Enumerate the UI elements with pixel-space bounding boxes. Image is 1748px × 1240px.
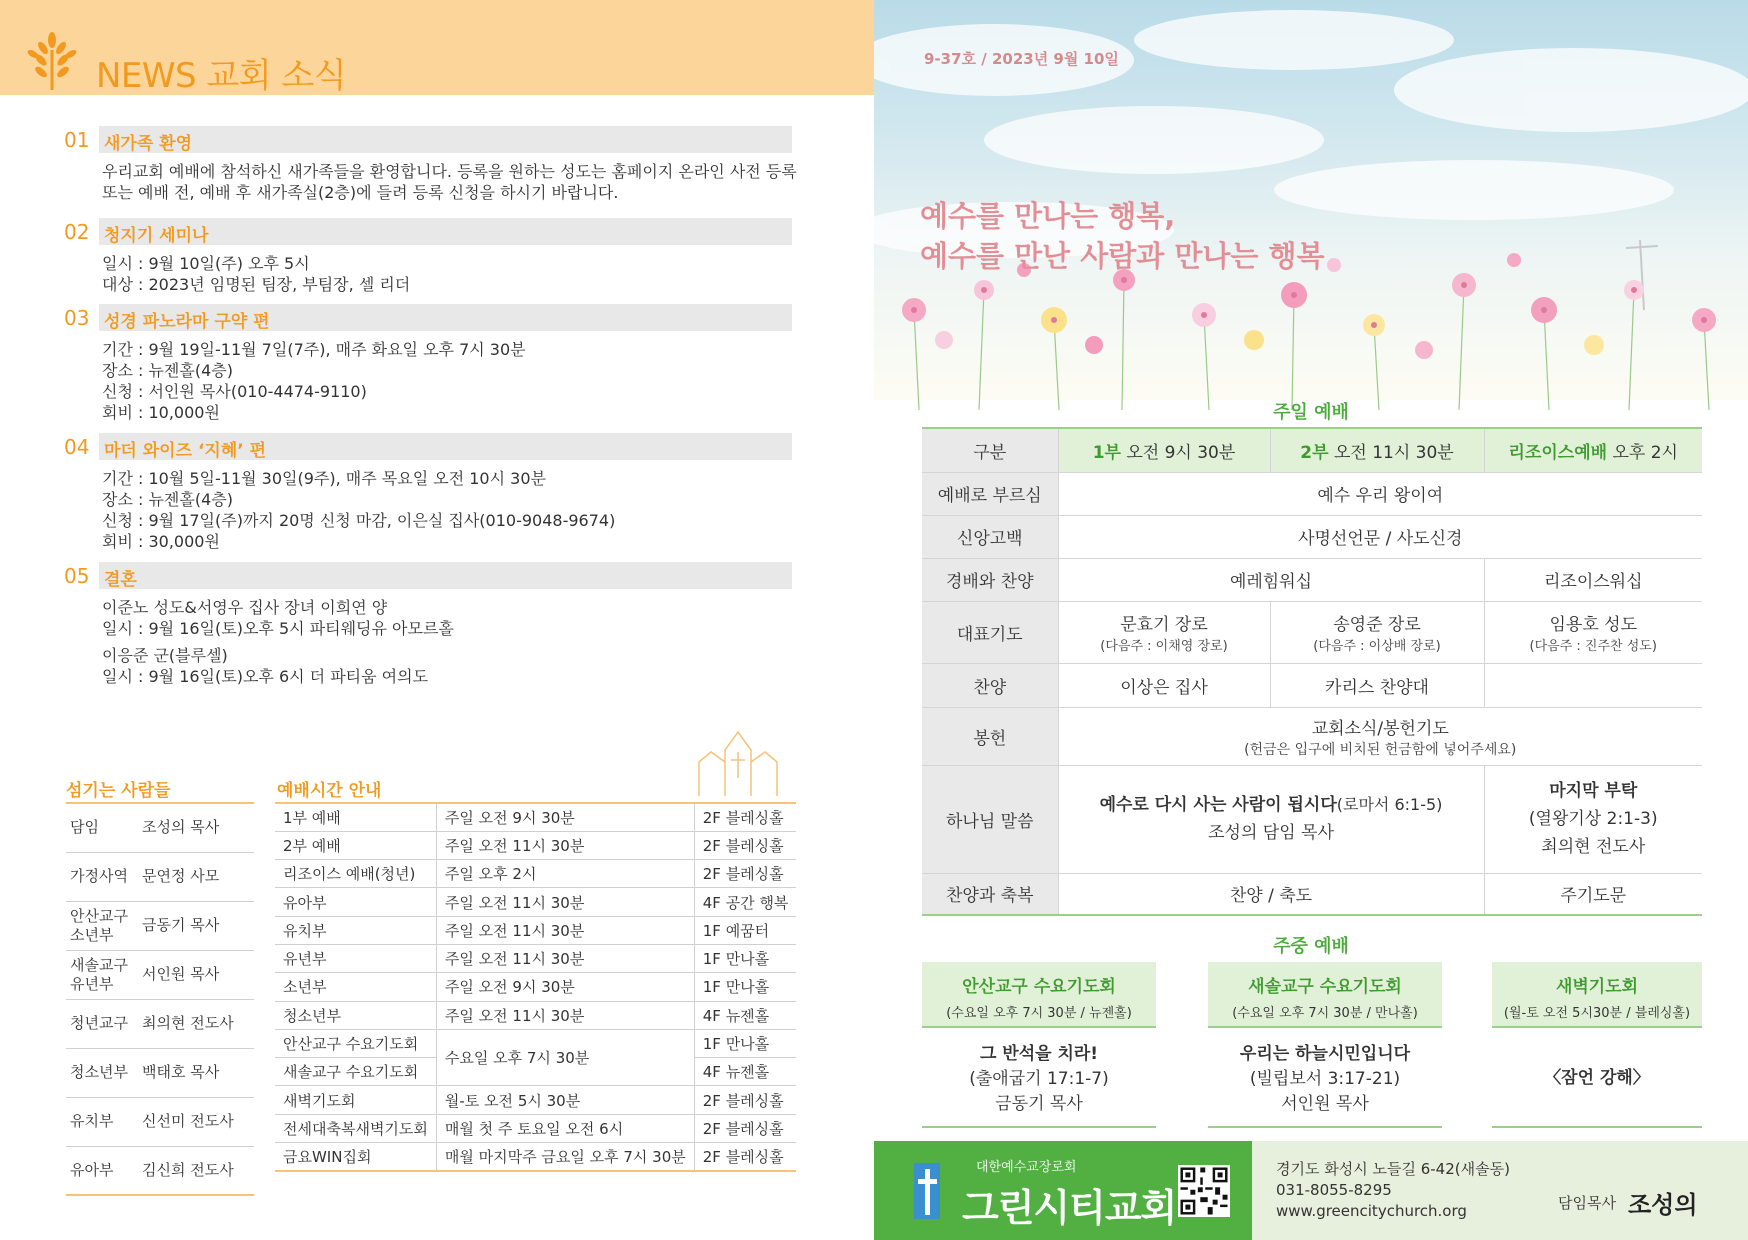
news-line: 기간 : 10월 5일-11월 30일(9주), 매주 목요일 오전 10시 30분 <box>102 469 546 488</box>
table-row <box>66 999 254 1048</box>
table-row <box>275 831 796 859</box>
table-row <box>66 852 254 901</box>
service-name: 소년부 <box>275 973 436 1001</box>
row-label: 예배로 부르심 <box>922 472 1058 515</box>
row-value: 주기도문 <box>1484 873 1702 915</box>
news-item-seminar <box>64 218 792 295</box>
service-name: 리조이스 예배(청년) <box>275 860 436 888</box>
offering-value <box>1058 707 1702 765</box>
prayer-1 <box>1058 601 1270 663</box>
service-place: 1F 만나홀 <box>694 944 796 972</box>
service-tag: 1부 <box>1092 442 1121 463</box>
name-cell: 김신희 전도사 <box>138 1146 254 1195</box>
table-row <box>66 803 254 852</box>
service-3-header <box>1484 428 1702 472</box>
prayer-name: 송영준 장로 <box>1333 615 1421 635</box>
row-value-empty <box>1484 663 1702 707</box>
table-row <box>66 901 254 950</box>
news-header <box>64 304 792 332</box>
midweek-name: 새벽기도회 <box>1555 977 1639 997</box>
service-tag: 리조이스예배 <box>1508 442 1608 463</box>
row-value: 카리스 찬양대 <box>1270 663 1484 707</box>
table-row <box>922 601 1702 663</box>
service-time: 수요일 오후 7시 30분 <box>436 1029 694 1086</box>
service-time: 매월 마지막주 금요일 오후 7시 30분 <box>436 1143 694 1171</box>
sermon-ref: (로마서 6:1-5) <box>1336 795 1443 814</box>
midweek-speaker: 금동기 목사 <box>995 1094 1083 1114</box>
row-label: 신앙고백 <box>922 515 1058 558</box>
issue-date: 9-37호 / 2023년 9월 10일 <box>924 50 1119 68</box>
address: 경기도 화성시 노들길 6-42(새솔동) <box>1276 1160 1510 1178</box>
service-time: 주일 오전 9시 30분 <box>436 803 694 831</box>
prayer-name: 임용호 성도 <box>1549 615 1637 635</box>
website-link[interactable]: www.greencitychurch.org <box>1276 1202 1467 1220</box>
sermon-ref: (열왕기상 2:1-3) <box>1528 809 1658 829</box>
sermon-rejoice <box>1484 765 1702 873</box>
service-place: 4F 뉴젠홀 <box>694 1058 796 1086</box>
church-logo-block <box>874 1141 1252 1240</box>
service-place: 4F 뉴젠홀 <box>694 1001 796 1029</box>
service-name: 새벽기도회 <box>275 1086 436 1114</box>
table-row <box>922 663 1702 707</box>
sermon-title: 예수로 다시 사는 사람이 됩시다 <box>1099 795 1337 815</box>
prayer-next: (다음주 : 이상배 장로) <box>1313 639 1441 654</box>
service-time: 주일 오전 11시 30분 <box>436 1001 694 1029</box>
row-value: 예수 우리 왕이여 <box>1058 472 1702 515</box>
table-row <box>275 1086 796 1114</box>
name-cell: 조성의 목사 <box>138 803 254 852</box>
tagline-line: 예수를 만나는 행복, <box>920 199 1176 233</box>
service-name: 유년부 <box>275 944 436 972</box>
service-name: 청소년부 <box>275 1001 436 1029</box>
news-number: 02 <box>64 220 90 244</box>
name-cell: 신선미 전도사 <box>138 1097 254 1146</box>
service-time: 주일 오전 11시 30분 <box>436 831 694 859</box>
midweek-name: 새솔교구 수요기도회 <box>1248 977 1402 997</box>
midweek-box-dawn <box>1492 962 1702 1091</box>
prayer-name: 문효기 장로 <box>1120 615 1208 635</box>
news-line: 일시 : 9월 10일(주) 오후 5시 <box>102 254 310 273</box>
worship-rows <box>922 428 1702 915</box>
midweek-sermon-title: 〈잠언 강해〉 <box>1544 1068 1650 1088</box>
sermon-speaker: 최의현 전도사 <box>1541 837 1646 857</box>
news-line: 회비 : 30,000원 <box>102 532 220 551</box>
table-row <box>66 1146 254 1195</box>
church-name: 그린시티교회 <box>962 1186 1177 1230</box>
midweek-sermon-ref: (빌립보서 3:17-21) <box>1249 1069 1401 1089</box>
service-name: 새솔교구 수요기도회 <box>275 1058 436 1086</box>
service-2-header <box>1270 428 1484 472</box>
midweek-header <box>922 962 1156 1028</box>
table-row <box>66 950 254 999</box>
service-name: 유아부 <box>275 888 436 916</box>
midweek-sermon-ref: (출애굽기 17:1-7) <box>969 1069 1109 1089</box>
table-row <box>922 428 1702 472</box>
midweek-sermon-title: 우리는 하늘시민입니다 <box>1239 1044 1411 1064</box>
sermon-title-line <box>1059 791 1484 819</box>
news-line: 회비 : 10,000원 <box>102 403 220 422</box>
news-item-wedding <box>64 562 792 687</box>
chapel-icon <box>697 722 779 796</box>
table-row <box>922 472 1702 515</box>
service-name: 1부 예배 <box>275 803 436 831</box>
table-row <box>275 1001 796 1029</box>
table-row <box>275 916 796 944</box>
times-rows <box>275 803 796 1171</box>
service-place: 4F 공간 행복 <box>694 888 796 916</box>
role-cell: 청년교구 <box>66 999 138 1048</box>
table-row <box>275 860 796 888</box>
service-tag: 2부 <box>1300 442 1329 463</box>
service-time: 매월 첫 주 토요일 오전 6시 <box>436 1114 694 1142</box>
row-value: 이상은 집사 <box>1058 663 1270 707</box>
news-number: 01 <box>64 128 90 152</box>
midweek-sub: (월-토 오전 5시30분 / 블레싱홀) <box>1503 1006 1691 1021</box>
service-place: 2F 블레싱홀 <box>694 860 796 888</box>
service-name: 금요WIN집회 <box>275 1143 436 1171</box>
news-heading: 청지기 세미나 <box>104 226 209 246</box>
service-name: 전세대축복새벽기도회 <box>275 1114 436 1142</box>
role-cell: 가정사역 <box>66 852 138 901</box>
row-label: 봉헌 <box>922 707 1058 765</box>
service-time: 주일 오전 11시 30분 <box>436 944 694 972</box>
midweek-sub: (수요일 오후 7시 30분 / 만나홀) <box>1232 1006 1418 1021</box>
role-cell: 새솔교구 유년부 <box>66 950 138 999</box>
name-cell: 문연정 사모 <box>138 852 254 901</box>
service-time: 주일 오전 11시 30분 <box>436 888 694 916</box>
news-body <box>102 161 797 203</box>
sermon-title: 마지막 부탁 <box>1549 781 1638 801</box>
sunday-worship-table <box>922 427 1702 916</box>
row-label: 하나님 말씀 <box>922 765 1058 873</box>
service-time: 주일 오전 9시 30분 <box>436 973 694 1001</box>
offering-note: (헌금은 입구에 비치된 헌금함에 넣어주세요) <box>1244 741 1517 758</box>
service-place: 1F 만나홀 <box>694 1029 796 1057</box>
news-title: NEWS 교회 소식 <box>96 56 347 96</box>
service-place: 2F 블레싱홀 <box>694 1114 796 1142</box>
row-label: 대표기도 <box>922 601 1058 663</box>
service-name: 안산교구 수요기도회 <box>275 1029 436 1057</box>
news-heading: 결혼 <box>104 570 137 590</box>
table-row <box>275 1114 796 1142</box>
news-body <box>102 339 792 423</box>
news-banner <box>0 0 874 95</box>
service-place: 1F 예꿈터 <box>694 916 796 944</box>
midweek-sub: (수요일 오후 7시 30분 / 뉴젠홀) <box>946 1006 1132 1021</box>
contact-info <box>1276 1159 1510 1222</box>
qr-code-icon[interactable] <box>1178 1165 1230 1217</box>
divider <box>1492 1126 1702 1128</box>
midweek-header <box>1208 962 1442 1028</box>
service-name: 2부 예배 <box>275 831 436 859</box>
divider <box>922 1126 1156 1128</box>
midweek-body <box>1492 1066 1702 1091</box>
service-times-table <box>275 802 796 1172</box>
midweek-box-saesol <box>1208 962 1442 1117</box>
name-cell: 최의현 전도사 <box>138 999 254 1048</box>
news-line: 대상 : 2023년 임명된 팀장, 부팀장, 셀 리더 <box>102 275 411 294</box>
midweek-speaker: 서인원 목사 <box>1281 1094 1369 1114</box>
service-time: 주일 오전 11시 30분 <box>436 916 694 944</box>
phone: 031-8055-8295 <box>1276 1181 1392 1199</box>
row-label: 찬양 <box>922 663 1058 707</box>
midweek-box-ansan <box>922 962 1156 1117</box>
role-cell: 유치부 <box>66 1097 138 1146</box>
service-1-header <box>1058 428 1270 472</box>
news-header <box>64 126 792 154</box>
prayer-3 <box>1484 601 1702 663</box>
tagline-line: 예수를 만난 사람과 만나는 행복 <box>920 239 1325 273</box>
sunday-worship-title: 주일 예배 <box>1273 402 1349 423</box>
tagline <box>920 196 1325 276</box>
row-label: 구분 <box>922 428 1058 472</box>
table-row <box>275 1029 796 1057</box>
service-place: 2F 블레싱홀 <box>694 831 796 859</box>
table-row <box>922 707 1702 765</box>
news-number: 04 <box>64 435 90 459</box>
table-row <box>66 1048 254 1097</box>
role-cell: 안산교구 소년부 <box>66 901 138 950</box>
news-body <box>102 253 792 295</box>
prayer-next: (다음주 : 진주찬 성도) <box>1529 639 1657 654</box>
midweek-sermon-title: 그 반석을 치라! <box>979 1044 1099 1064</box>
table-row <box>922 515 1702 558</box>
news-line: 이응준 군(블루셀) <box>102 646 228 665</box>
service-times-title: 예배시간 안내 <box>277 781 382 801</box>
service-time: 오전 9시 30분 <box>1120 442 1236 463</box>
news-item-mother-wise <box>64 433 792 552</box>
servants-rows <box>66 803 254 1195</box>
footer <box>874 1141 1748 1240</box>
row-label: 찬양과 축복 <box>922 873 1058 915</box>
news-number: 05 <box>64 564 90 588</box>
news-header <box>64 433 792 461</box>
news-heading: 새가족 환영 <box>104 134 193 154</box>
news-body <box>102 597 792 687</box>
row-label: 경배와 찬양 <box>922 558 1058 601</box>
news-line: 장소 : 뉴젠홀(4층) <box>102 490 233 509</box>
sermon-speaker: 조성의 담임 목사 <box>1208 823 1334 843</box>
divider <box>1208 1126 1442 1128</box>
midweek-body <box>1208 1042 1442 1117</box>
service-place: 2F 블레싱홀 <box>694 1143 796 1171</box>
news-line: 기간 : 9월 19일-11월 7일(7주), 매주 화요일 오후 7시 30분 <box>102 340 526 359</box>
name-cell: 금동기 목사 <box>138 901 254 950</box>
news-line: 우리교회 예배에 참석하신 새가족들을 환영합니다. 등록을 원하는 성도는 홈페이지 온라인 사전 등록 <box>102 162 797 181</box>
service-time: 주일 오후 2시 <box>436 860 694 888</box>
right-page <box>874 0 1748 1240</box>
row-value: 예레힘워십 <box>1058 558 1484 601</box>
role-cell: 청소년부 <box>66 1048 138 1097</box>
row-value: 사명선언문 / 사도신경 <box>1058 515 1702 558</box>
table-row <box>922 873 1702 915</box>
midweek-header <box>1492 962 1702 1028</box>
servants-title: 섬기는 사람들 <box>66 781 171 801</box>
table-row <box>922 558 1702 601</box>
table-row <box>66 1097 254 1146</box>
midweek-body <box>922 1042 1156 1117</box>
pastor-name: 조성의 <box>1628 1191 1698 1219</box>
news-header <box>64 218 792 246</box>
news-line: 신청 : 9월 17일(주)까지 20명 신청 마감, 이은실 집사(010-9048-9674) <box>102 511 616 530</box>
news-heading: 마더 와이즈 ‘지혜’ 편 <box>104 441 267 461</box>
service-place: 1F 만나홀 <box>694 973 796 1001</box>
news-line: 또는 예배 전, 예배 후 새가족실(2층)에 들려 등록 신청을 하시기 바랍니다. <box>102 183 619 202</box>
table-row <box>275 803 796 831</box>
table-row <box>275 973 796 1001</box>
prayer-next: (다음주 : 이채영 장로) <box>1100 639 1228 654</box>
sermon-main <box>1058 765 1484 873</box>
news-line: 신청 : 서인원 목사(010-4474-9110) <box>102 382 367 401</box>
cross-icon <box>914 1163 940 1219</box>
name-cell: 백태호 목사 <box>138 1048 254 1097</box>
offering-text: 교회소식/봉헌기도 <box>1311 718 1449 739</box>
row-value: 리조이스워십 <box>1484 558 1702 601</box>
role-cell: 유아부 <box>66 1146 138 1195</box>
service-place: 2F 블레싱홀 <box>694 1086 796 1114</box>
table-row <box>275 1143 796 1171</box>
news-heading: 성경 파노라마 구약 편 <box>104 312 270 332</box>
wheat-icon <box>22 30 82 90</box>
servants-table <box>66 802 254 1196</box>
news-line: 이준노 성도&서영우 집사 장녀 이희연 양 <box>102 598 388 617</box>
news-item-bible-panorama <box>64 304 792 423</box>
service-time: 월-토 오전 5시 30분 <box>436 1086 694 1114</box>
news-item-welcome <box>64 126 797 203</box>
table-row <box>275 888 796 916</box>
row-value: 찬양 / 축도 <box>1058 873 1484 915</box>
news-line: 일시 : 9월 16일(토)오후 6시 더 파티움 여의도 <box>102 667 429 686</box>
name-cell: 서인원 목사 <box>138 950 254 999</box>
role-cell: 담임 <box>66 803 138 852</box>
pastor-label: 담임목사 <box>1558 1194 1616 1212</box>
prayer-2 <box>1270 601 1484 663</box>
news-header <box>64 562 792 590</box>
midweek-worship-title: 주중 예배 <box>1273 936 1349 957</box>
table-row <box>275 944 796 972</box>
service-time: 오전 11시 30분 <box>1328 442 1454 463</box>
midweek-name: 안산교구 수요기도회 <box>962 977 1116 997</box>
news-body <box>102 468 792 552</box>
denomination: 대한예수교장로회 <box>976 1160 1077 1175</box>
service-time: 오후 2시 <box>1607 442 1678 463</box>
service-place: 2F 블레싱홀 <box>694 803 796 831</box>
table-row <box>922 765 1702 873</box>
news-number: 03 <box>64 306 90 330</box>
service-name: 유치부 <box>275 916 436 944</box>
news-line: 장소 : 뉴젠홀(4층) <box>102 361 233 380</box>
news-line: 일시 : 9월 16일(토)오후 5시 파티웨딩유 아모르홀 <box>102 619 454 638</box>
